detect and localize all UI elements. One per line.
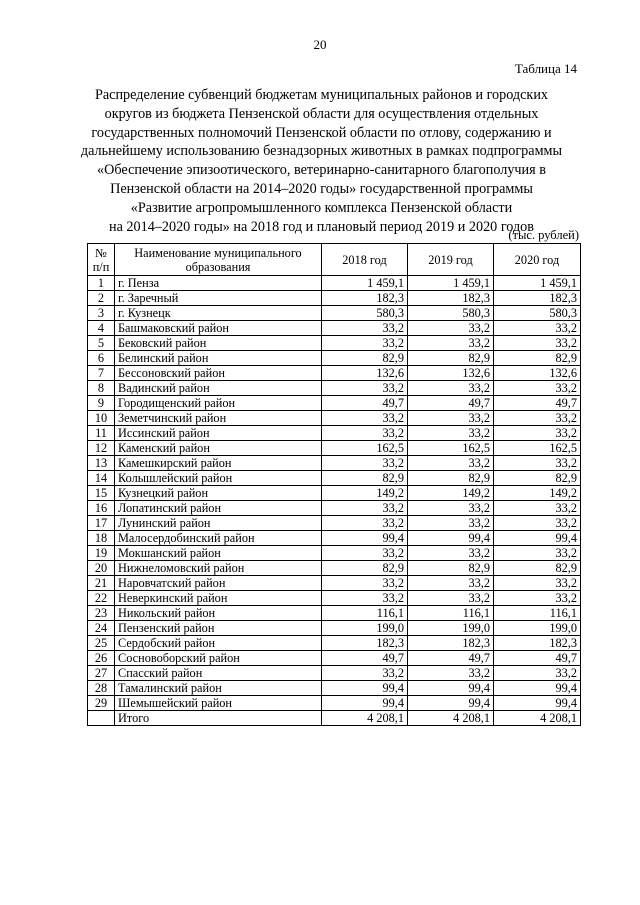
page-number: 20 [313,37,327,52]
value-2018: 149,2 [322,486,408,501]
municipality-name: Кузнецкий район [115,486,322,501]
value-2020: 33,2 [494,411,581,426]
table-row [88,651,581,666]
value-2019: 33,2 [408,666,494,681]
municipality-name: Городищенский район [115,396,322,411]
row-number: 8 [88,381,115,396]
title-line: округов из бюджета Пензенской области для осуществления отдельных [104,105,539,122]
value-2020: 99,4 [494,681,581,696]
row-number: 13 [88,456,115,471]
value-2019: 33,2 [408,546,494,561]
value-2018: 49,7 [322,651,408,666]
col-header-2018: 2018 год [322,244,408,276]
row-number: 19 [88,546,115,561]
municipality-name: Тамалинский район [115,681,322,696]
col-header-name: Наименование муниципального образования [115,244,322,276]
value-2018: 33,2 [322,456,408,471]
col-header-2020: 2020 год [494,244,581,276]
table-row [88,621,581,636]
row-number: 27 [88,666,115,681]
value-2018: 82,9 [322,471,408,486]
table-row [88,336,581,351]
value-2020: 149,2 [494,486,581,501]
table-row [88,606,581,621]
row-number: 23 [88,606,115,621]
municipality-name: Колышлейский район [115,471,322,486]
value-2019: 33,2 [408,516,494,531]
value-2020: 33,2 [494,321,581,336]
row-number: 4 [88,321,115,336]
table-body [88,276,581,726]
row-number: 3 [88,306,115,321]
municipality-name: Никольский район [115,606,322,621]
value-2020: 49,7 [494,651,581,666]
value-2019: 82,9 [408,351,494,366]
row-number: 21 [88,576,115,591]
value-2019: 132,6 [408,366,494,381]
document-title [64,86,579,236]
table-row [88,396,581,411]
value-2019: 49,7 [408,396,494,411]
value-2018: 33,2 [322,501,408,516]
value-2018: 33,2 [322,576,408,591]
value-2019: 33,2 [408,591,494,606]
municipality-name: г. Пенза [115,276,322,291]
value-2019: 162,5 [408,441,494,456]
units-label: (тыс. рублей) [508,228,579,242]
row-number: 26 [88,651,115,666]
value-2018: 162,5 [322,441,408,456]
value-2019: 82,9 [408,561,494,576]
table-row [88,681,581,696]
total-row [88,711,581,726]
municipality-name: Пензенский район [115,621,322,636]
value-2020: 1 459,1 [494,276,581,291]
value-2018: 1 459,1 [322,276,408,291]
value-2019: 182,3 [408,291,494,306]
value-2020: 33,2 [494,591,581,606]
row-number: 12 [88,441,115,456]
value-2019: 99,4 [408,531,494,546]
municipality-name: Бессоновский район [115,366,322,381]
value-2019: 33,2 [408,381,494,396]
row-number: 28 [88,681,115,696]
table-row [88,411,581,426]
table-row [88,666,581,681]
row-number: 14 [88,471,115,486]
value-2018: 99,4 [322,531,408,546]
value-2018: 580,3 [322,306,408,321]
table-row [88,561,581,576]
title-line: на 2014–2020 годы» на 2018 год и плановый период 2019 и 2020 годов [109,218,534,235]
table-row [88,516,581,531]
row-number: 20 [88,561,115,576]
value-2018: 33,2 [322,426,408,441]
table-row [88,291,581,306]
value-2020: 182,3 [494,636,581,651]
table-row [88,696,581,711]
value-2020: 33,2 [494,546,581,561]
value-2019: 99,4 [408,681,494,696]
row-number: 11 [88,426,115,441]
municipality-name: Лопатинский район [115,501,322,516]
table-row [88,381,581,396]
municipality-name: Иссинский район [115,426,322,441]
municipality-name: г. Кузнецк [115,306,322,321]
value-2019: 1 459,1 [408,276,494,291]
title-line: дальнейшему использованию безнадзорных животных в рамках подпрограммы [80,143,563,160]
municipality-name: Камешкирский район [115,456,322,471]
title-line: «Обеспечение эпизоотического, ветеринарно-санитарного благополучия в [97,162,546,179]
subsidy-table [87,243,581,726]
value-2019: 116,1 [408,606,494,621]
municipality-name: Спасский район [115,666,322,681]
table-row [88,591,581,606]
value-2020: 99,4 [494,531,581,546]
municipality-name: Земетчинский район [115,411,322,426]
municipality-name: Сосновоборский район [115,651,322,666]
value-2019: 33,2 [408,501,494,516]
value-2019: 199,0 [408,621,494,636]
row-number: 9 [88,396,115,411]
total-row-number [88,711,115,726]
municipality-name: Неверкинский район [115,591,322,606]
table-row [88,501,581,516]
value-2018: 33,2 [322,336,408,351]
value-2020: 33,2 [494,456,581,471]
row-number: 1 [88,276,115,291]
value-2018: 33,2 [322,591,408,606]
value-2019: 99,4 [408,696,494,711]
row-number: 24 [88,621,115,636]
value-2018: 132,6 [322,366,408,381]
value-2019: 580,3 [408,306,494,321]
table-row [88,531,581,546]
value-2018: 182,3 [322,291,408,306]
value-2018: 33,2 [322,546,408,561]
row-number: 16 [88,501,115,516]
row-number: 2 [88,291,115,306]
municipality-name: Белинский район [115,351,322,366]
title-line: Пензенской области на 2014–2020 годы» государственной программы [110,180,533,197]
value-2019: 49,7 [408,651,494,666]
value-2020: 33,2 [494,666,581,681]
value-2020: 162,5 [494,441,581,456]
total-value-2019: 4 208,1 [408,711,494,726]
value-2018: 33,2 [322,666,408,681]
value-2018: 99,4 [322,696,408,711]
row-number: 10 [88,411,115,426]
value-2019: 33,2 [408,426,494,441]
total-municipality-name: Итого [115,711,322,726]
table-row [88,441,581,456]
table-row [88,576,581,591]
row-number: 5 [88,336,115,351]
table-row [88,426,581,441]
value-2018: 82,9 [322,351,408,366]
table-row [88,276,581,291]
col-header-2019: 2019 год [408,244,494,276]
value-2019: 149,2 [408,486,494,501]
value-2020: 132,6 [494,366,581,381]
value-2020: 82,9 [494,351,581,366]
value-2019: 33,2 [408,456,494,471]
table-row [88,546,581,561]
value-2019: 82,9 [408,471,494,486]
value-2018: 199,0 [322,621,408,636]
row-number: 17 [88,516,115,531]
value-2019: 33,2 [408,411,494,426]
municipality-name: Наровчатский район [115,576,322,591]
value-2020: 33,2 [494,426,581,441]
value-2018: 33,2 [322,321,408,336]
value-2018: 82,9 [322,561,408,576]
row-number: 22 [88,591,115,606]
value-2018: 182,3 [322,636,408,651]
row-number: 6 [88,351,115,366]
col-header-num: № п/п [88,244,115,276]
title-line: Распределение субвенций бюджетам муниципальных районов и городских [94,87,549,103]
value-2018: 49,7 [322,396,408,411]
municipality-name: Башмаковский район [115,321,322,336]
municipality-name: Каменский район [115,441,322,456]
value-2020: 33,2 [494,381,581,396]
value-2018: 33,2 [322,411,408,426]
municipality-name: Вадинский район [115,381,322,396]
row-number: 18 [88,531,115,546]
value-2020: 116,1 [494,606,581,621]
value-2020: 33,2 [494,516,581,531]
value-2020: 33,2 [494,501,581,516]
table-row [88,456,581,471]
row-number: 7 [88,366,115,381]
value-2020: 82,9 [494,471,581,486]
municipality-name: Лунинский район [115,516,322,531]
value-2020: 49,7 [494,396,581,411]
municipality-name: Бековский район [115,336,322,351]
value-2019: 33,2 [408,321,494,336]
title-line: государственных полномочий Пензенской области по отлову, содержанию и [91,124,552,141]
row-number: 25 [88,636,115,651]
value-2019: 33,2 [408,336,494,351]
table-header-row [88,244,581,276]
value-2018: 99,4 [322,681,408,696]
row-number: 15 [88,486,115,501]
value-2020: 199,0 [494,621,581,636]
municipality-name: Шемышейский район [115,696,322,711]
table-row [88,351,581,366]
municipality-name: Мокшанский район [115,546,322,561]
title-line: «Развитие агропромышленного комплекса Пензенской области [130,199,513,216]
table-label: Таблица 14 [514,61,577,76]
table-row [88,306,581,321]
value-2018: 116,1 [322,606,408,621]
value-2020: 182,3 [494,291,581,306]
table-row [88,471,581,486]
value-2019: 33,2 [408,576,494,591]
table-row [88,636,581,651]
municipality-name: Нижнеломовский район [115,561,322,576]
municipality-name: Сердобский район [115,636,322,651]
value-2020: 580,3 [494,306,581,321]
value-2020: 99,4 [494,696,581,711]
table-row [88,366,581,381]
row-number: 29 [88,696,115,711]
municipality-name: г. Заречный [115,291,322,306]
table-row [88,321,581,336]
value-2018: 33,2 [322,381,408,396]
value-2020: 33,2 [494,576,581,591]
table-row [88,486,581,501]
value-2018: 33,2 [322,516,408,531]
value-2019: 182,3 [408,636,494,651]
total-value-2018: 4 208,1 [322,711,408,726]
value-2020: 33,2 [494,336,581,351]
municipality-name: Малосердобинский район [115,531,322,546]
value-2020: 82,9 [494,561,581,576]
total-value-2020: 4 208,1 [494,711,581,726]
